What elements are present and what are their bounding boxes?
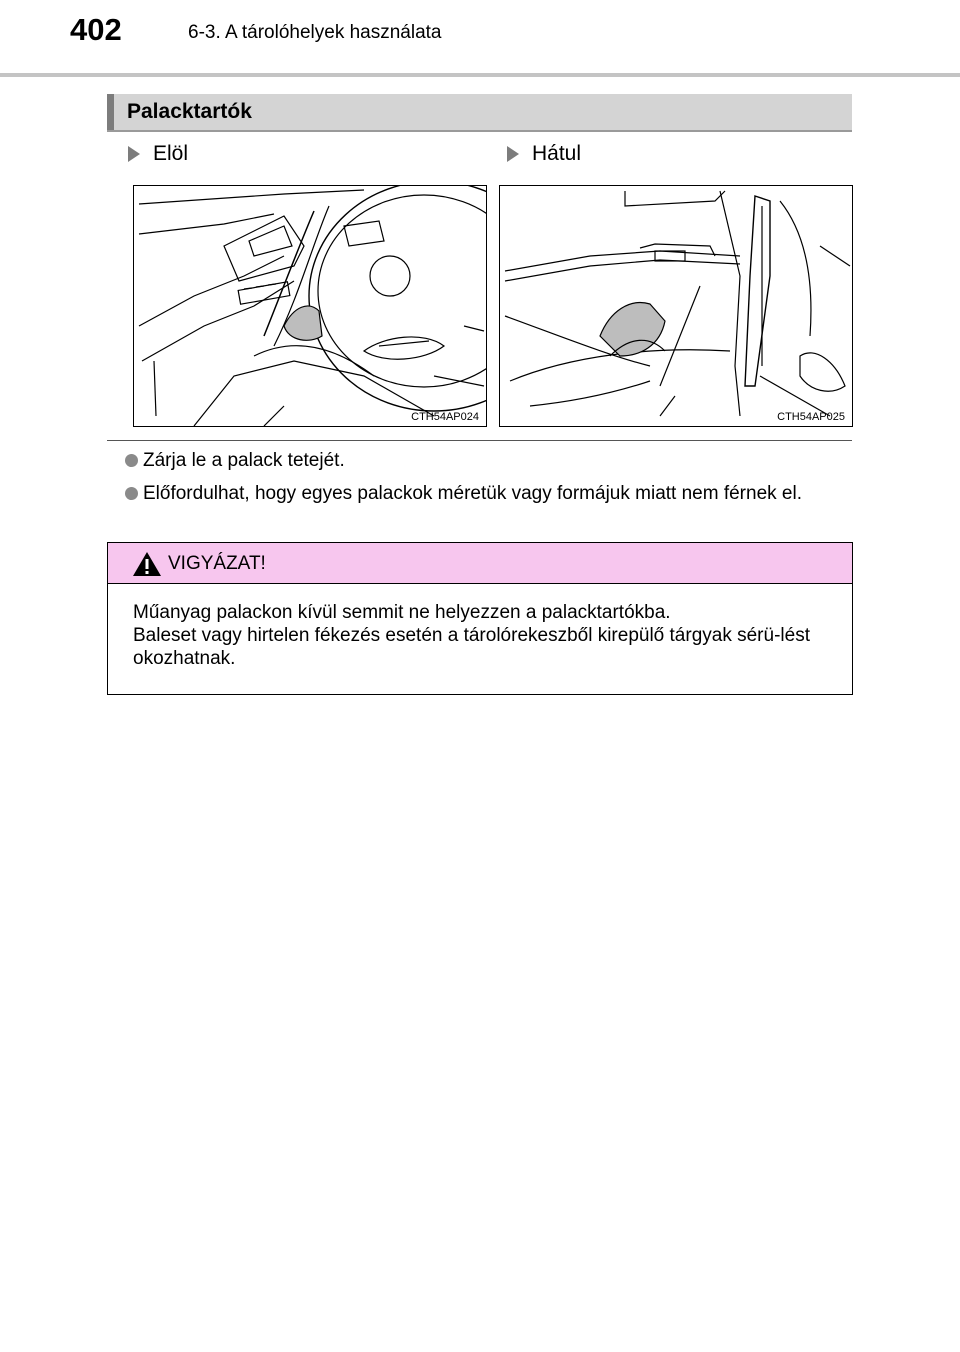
- figure-code: CTH54AP024: [411, 411, 479, 423]
- triangle-arrow-icon: [507, 146, 519, 162]
- section-title: Palacktartók: [127, 100, 252, 123]
- header-rule: [0, 73, 960, 77]
- figure-code: CTH54AP025: [777, 411, 845, 423]
- page-number: 402: [70, 12, 122, 47]
- warning-header: [108, 543, 852, 584]
- bullet-item: [125, 447, 852, 474]
- bullet-dot-icon: [125, 487, 138, 500]
- warning-triangle-icon: [132, 551, 162, 577]
- chapter-title: 6-3. A tárolóhelyek használata: [188, 22, 442, 43]
- rear-label: [507, 142, 581, 166]
- warning-title: VIGYÁZAT!: [168, 553, 266, 574]
- front-label-text: Elöl: [153, 142, 189, 165]
- section-divider: [107, 440, 852, 441]
- rear-label-text: Hátul: [532, 142, 582, 165]
- rear-door-drawing: [500, 186, 852, 426]
- triangle-arrow-icon: [128, 146, 140, 162]
- warning-line: Baleset vagy hirtelen fékezés esetén a tárolórekeszből kirepülő tárgyak sérü-lést okozhatnak.: [133, 625, 810, 669]
- bullet-text: Zárja le a palack tetejét.: [143, 450, 345, 471]
- bullet-dot-icon: [125, 454, 138, 467]
- rear-bottle-holder-illustration: [499, 185, 853, 427]
- warning-line: Műanyag palackon kívül semmit ne helyezzen a palacktartókba.: [133, 602, 671, 623]
- warning-box: [107, 542, 853, 695]
- section-header-underline: [107, 130, 852, 132]
- front-label: [128, 142, 188, 166]
- section-header-bar: [107, 94, 114, 130]
- bullet-text: Előfordulhat, hogy egyes palackok méretük vagy formájuk miatt nem férnek el.: [143, 483, 802, 504]
- bullet-item: [125, 480, 852, 507]
- section-header: [107, 94, 852, 130]
- warning-body: [133, 601, 833, 670]
- front-bottle-holder-illustration: [133, 185, 487, 427]
- front-cabin-drawing: [134, 186, 486, 426]
